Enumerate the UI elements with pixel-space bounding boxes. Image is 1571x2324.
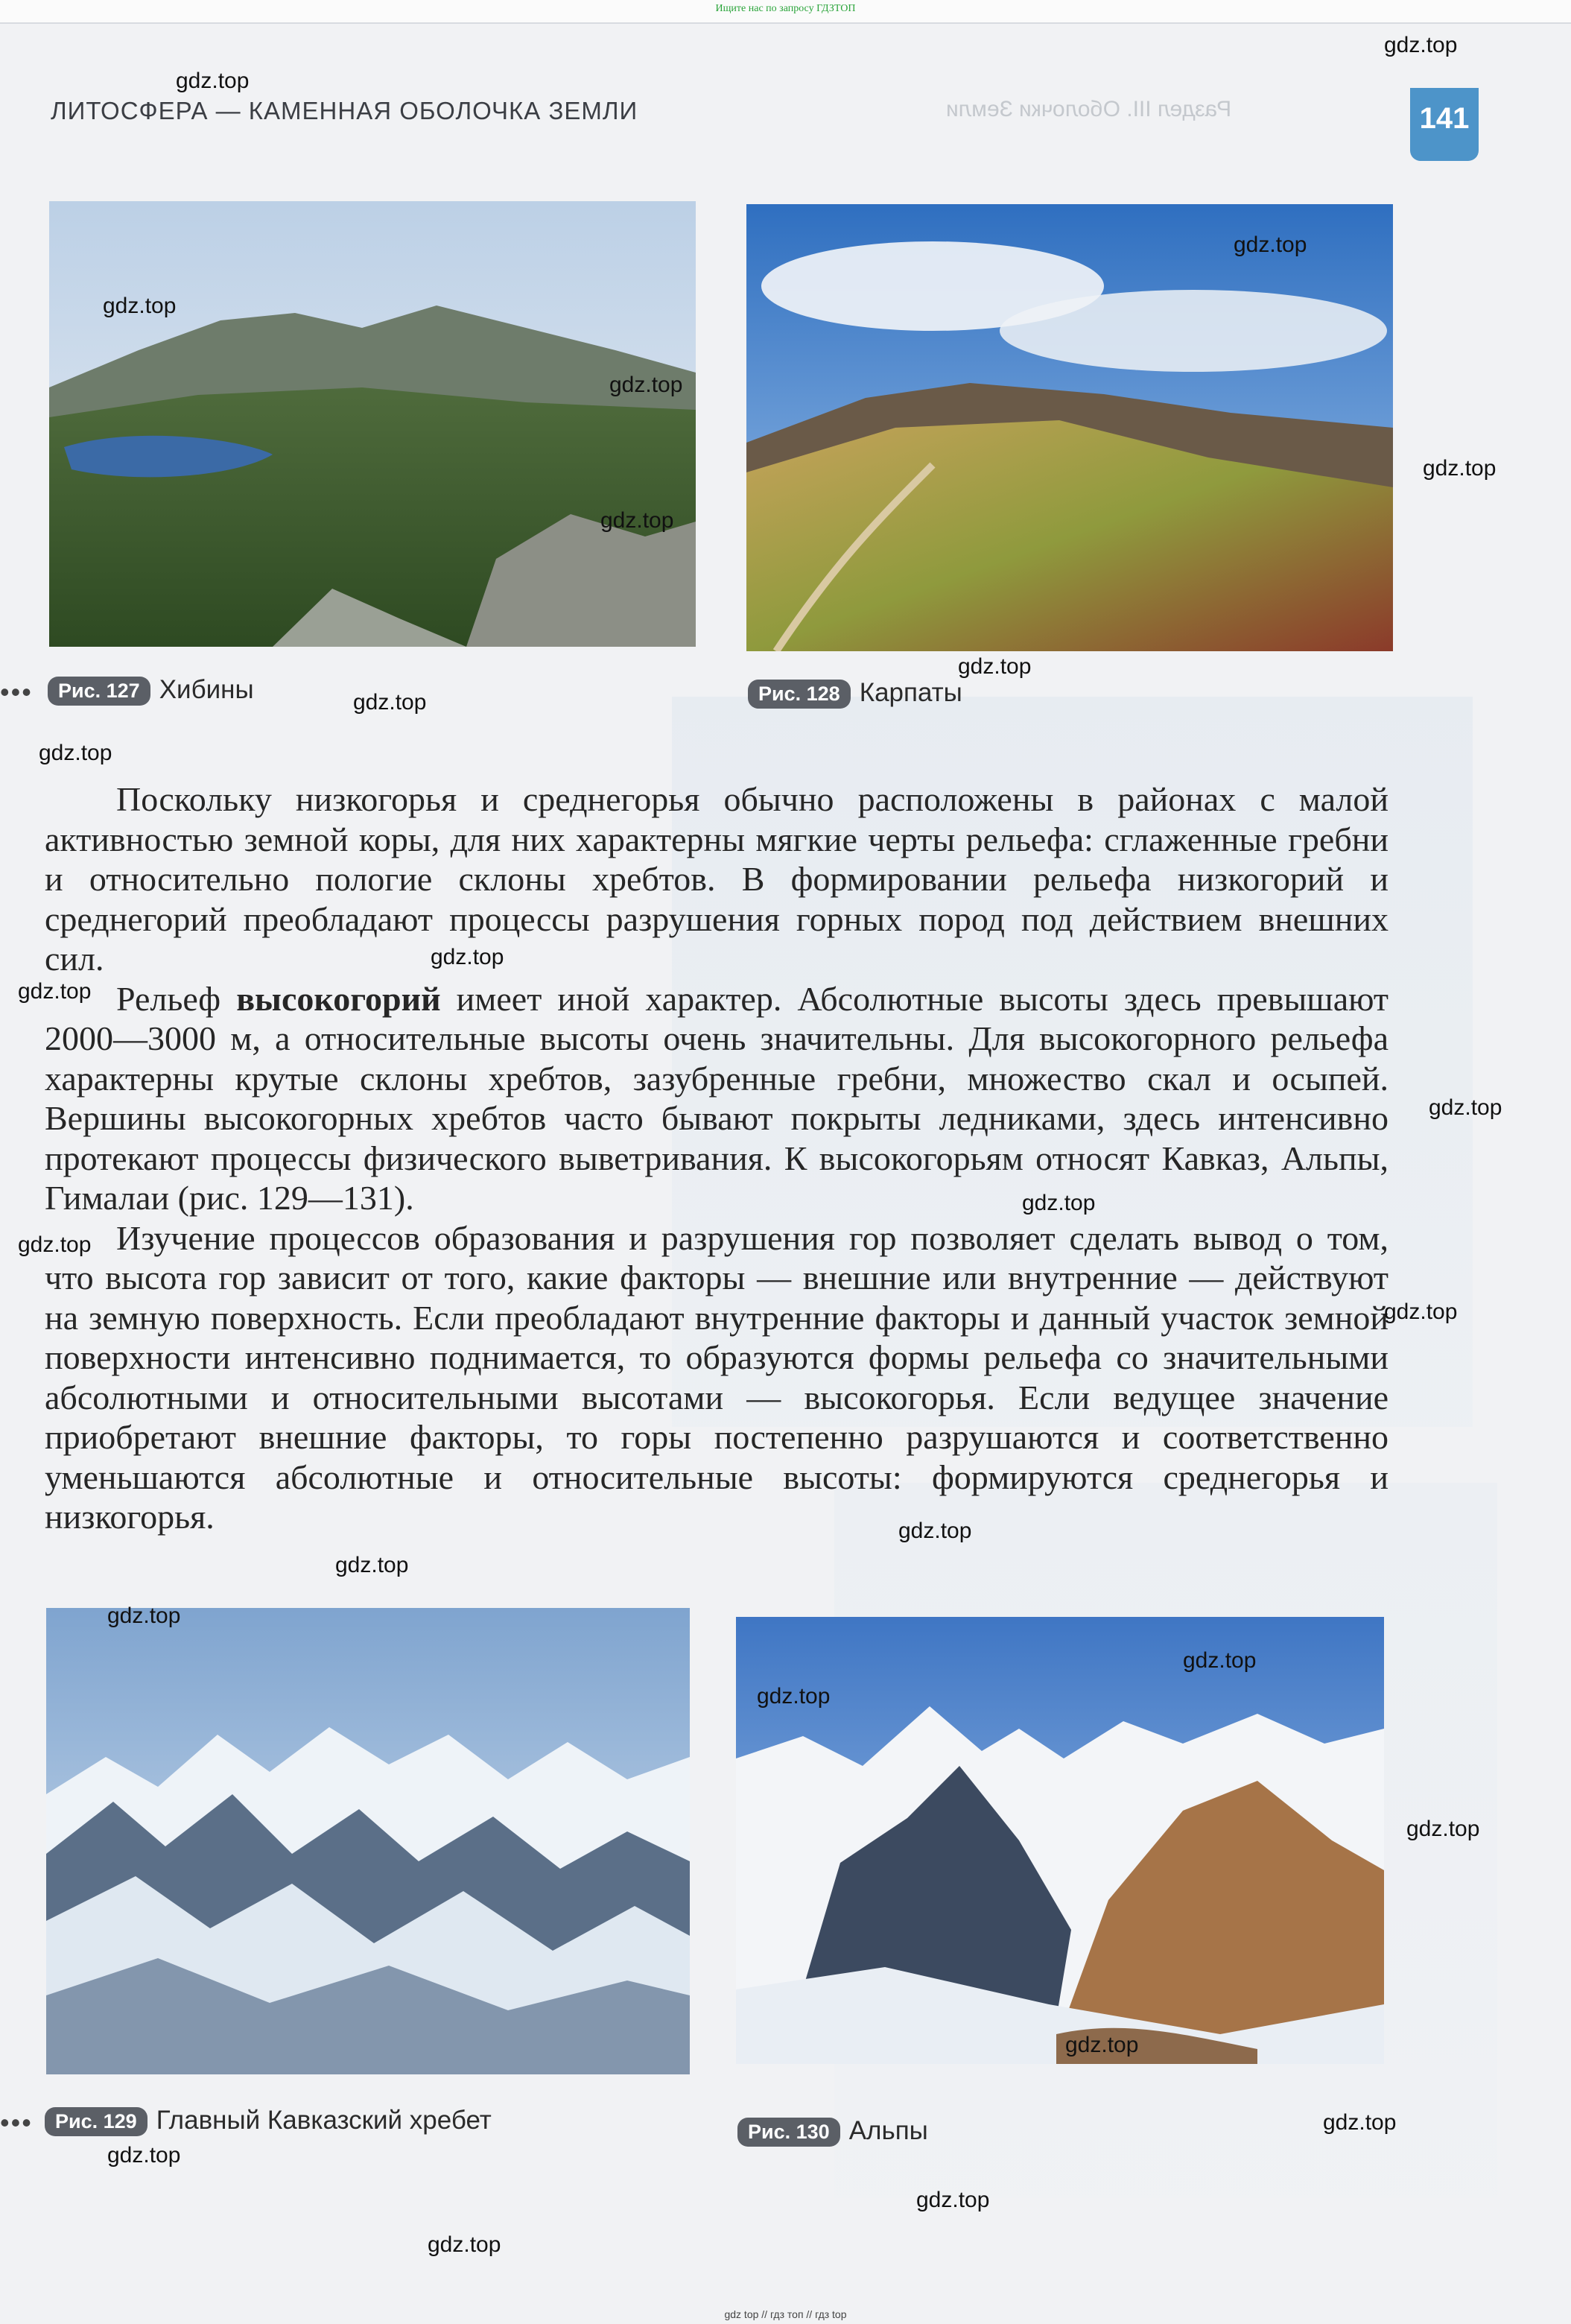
photo-caucasus: [46, 1608, 690, 2074]
caption-fig128: [748, 678, 962, 709]
watermark: gdz.top: [353, 690, 427, 715]
paragraph: Поскольку низкогорья и среднегорья обычно расположены в районах с малой активностью земной коры, для них характерны мягкие черты рельефа: сглаженные гребни и относительно пологие склоны хребтов. В формировании рельефа низкогорий и среднегорий преобладают процессы разрушения горных пород под действием внешних сил.: [45, 780, 1388, 978]
caption-fig130: [737, 2116, 928, 2147]
watermark: gdz.top: [107, 2143, 181, 2168]
watermark: gdz.top: [1429, 1095, 1502, 1120]
text-span: Рельеф: [116, 979, 237, 1018]
figure-label: Рис. 127: [48, 677, 150, 706]
figure-title: Хибины: [159, 675, 254, 704]
photo-alps: [736, 1617, 1384, 2064]
caption-dots: •••: [0, 2107, 33, 2138]
caption-dots: •••: [0, 677, 33, 707]
figure-label: Рис. 130: [737, 2118, 840, 2147]
watermark: gdz.top: [958, 654, 1032, 679]
watermark: gdz.top: [18, 1232, 92, 1257]
watermark: gdz.top: [103, 294, 177, 318]
figure-title: Главный Кавказский хребет: [156, 2106, 492, 2135]
watermark: gdz.top: [176, 69, 250, 93]
watermark: gdz.top: [431, 945, 504, 969]
watermark: gdz.top: [1423, 456, 1497, 481]
footer-text: gdz top // гдз топ // гдз top: [724, 2308, 847, 2320]
text-span: имеет иной характер. Абсолютные высоты здесь превышают 2000—3000 м, а относительные высоты очень значительны. Для высокогорного рельефа характерны крутые склоны хребтов, зазубренные гребни, множество скал и осыпей. Вершины высокогорных хребтов часто бывают покрыты ледниками, здесь интенсивно протекают процессы физического выветривания. К высокогорьям относят Кавказ, Альпы, Гималаи (рис. 129—131).: [45, 979, 1388, 1217]
paragraph: [45, 979, 1388, 1218]
watermark: gdz.top: [18, 979, 92, 1004]
watermark: gdz.top: [1022, 1191, 1096, 1215]
watermark: gdz.top: [600, 508, 674, 533]
watermark: gdz.top: [898, 1519, 972, 1543]
mirrored-bleed-text: Раздел III. Оболочки Земли: [946, 97, 1232, 121]
watermark: gdz.top: [1234, 232, 1307, 257]
term-highlight: высокогорий: [236, 979, 441, 1018]
photo-carpathians: [746, 204, 1393, 651]
photo-khibiny: [49, 201, 696, 647]
banner-text: Ищите нас по запросу ГДЗТОП: [715, 3, 856, 14]
running-title: ЛИТОСФЕРА — КАМЕННАЯ ОБОЛОЧКА ЗЕМЛИ: [51, 97, 638, 124]
figure-title: Карпаты: [859, 678, 962, 707]
watermark: gdz.top: [1065, 2033, 1139, 2057]
watermark: gdz.top: [757, 1684, 831, 1709]
watermark: gdz.top: [1183, 1648, 1257, 1673]
watermark: gdz.top: [916, 2188, 990, 2212]
figure-title: Альпы: [848, 2116, 928, 2145]
watermark: gdz.top: [1406, 1817, 1480, 1841]
paragraph: Изучение процессов образования и разрушения гор позволяет сделать вывод о том, что высота гор зависит от того, какие факторы — внешние или внутренние — действуют на земную поверхность. Если преобладают внутренние факторы и данный участок земной поверхности интенсивно поднимается, то образуются формы рельефа со значительными абсолютными и относительными высотами — высокогорья. Если ведущее значение приобретают внешние факторы, то горы постепенно разрушаются и соответственно уменьшаются абсолютные и относительные высоты: формируются среднегорья и низкогорья.: [45, 1218, 1388, 1536]
caption-fig129: [45, 2106, 492, 2136]
watermark: gdz.top: [428, 2232, 501, 2257]
watermark: gdz.top: [39, 741, 112, 765]
watermark: gdz.top: [335, 1553, 409, 1577]
watermark: gdz.top: [1384, 1299, 1458, 1324]
figure-label: Рис. 129: [45, 2107, 147, 2136]
top-banner: [0, 0, 1571, 24]
caption-fig127: [48, 675, 254, 706]
watermark: gdz.top: [609, 373, 683, 397]
watermark: gdz.top: [1384, 33, 1458, 57]
main-text: [45, 779, 1388, 1537]
watermark: gdz.top: [1323, 2110, 1397, 2135]
page-number: 141: [1410, 88, 1479, 161]
figure-label: Рис. 128: [748, 680, 851, 709]
watermark: gdz.top: [107, 1603, 181, 1628]
